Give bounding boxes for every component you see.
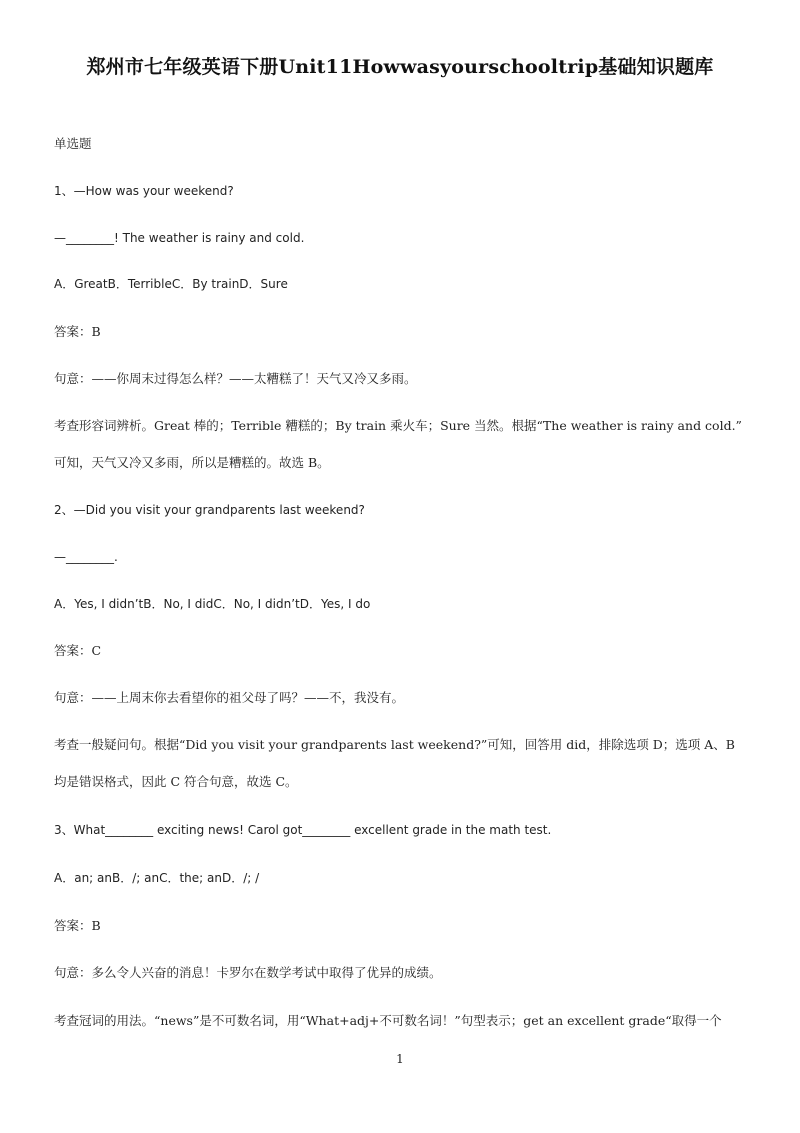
question-3-stem: 3、What________ exciting news! Carol got________ excellent grade in the math test. xyxy=(54,823,552,837)
question-3-meaning: 句意：多么令人兴奋的消息！卡罗尔在数学考试中取得了优异的成绩。 xyxy=(54,965,442,980)
question-1-stem-2: —________! The weather is rainy and cold. xyxy=(54,231,305,245)
question-1-meaning: 句意：——你周末过得怎么样？——太糟糕了！天气又冷又多雨。 xyxy=(54,371,417,386)
question-1-analysis-cont: 可知，天气又冷又多雨，所以是糟糕的。故选 B。 xyxy=(54,455,330,470)
question-2-stem-2: —________. xyxy=(54,550,118,564)
question-1-stem: 1、—How was your weekend? xyxy=(54,184,234,198)
question-2-meaning: 句意：——上周末你去看望你的祖父母了吗？——不，我没有。 xyxy=(54,690,405,705)
page-title: 郑州市七年级英语下册Unit11Howwasyourschooltrip基础知识题库 xyxy=(86,56,714,78)
question-2-stem: 2、—Did you visit your grandparents last weekend? xyxy=(54,503,365,517)
question-1-options: A．GreatB．TerribleC．By trainD．Sure xyxy=(54,277,288,291)
question-2-analysis-cont: 均是错误格式，因此 C 符合句意，故选 C。 xyxy=(54,774,298,789)
question-2-analysis: 考查一般疑问句。根据“Did you visit your grandparents last weekend?”可知，回答用 did，排除选项 D；选项 A、B xyxy=(54,737,735,752)
question-1-answer: 答案：B xyxy=(54,324,101,339)
question-3-options: A．an; anB．/; anC．the; anD．/; / xyxy=(54,871,260,885)
question-3-answer: 答案：B xyxy=(54,918,101,933)
page-number: 1 xyxy=(396,1052,404,1066)
question-2-answer: 答案：C xyxy=(54,643,102,658)
section-heading: 单选题 xyxy=(54,136,92,151)
question-2-options: A．Yes, I didn’tB．No, I didC．No, I didn’tD．Yes, I do xyxy=(54,597,371,611)
question-3-analysis: 考查冠词的用法。“news”是不可数名词，用“What+adj+不可数名词！”句型表示；get an excellent grade“取得一个 xyxy=(54,1013,722,1028)
question-1-analysis: 考查形容词辨析。Great 棒的；Terrible 糟糕的；By train 乘火车；Sure 当然。根据“The weather is rainy and cold.” xyxy=(54,418,742,433)
